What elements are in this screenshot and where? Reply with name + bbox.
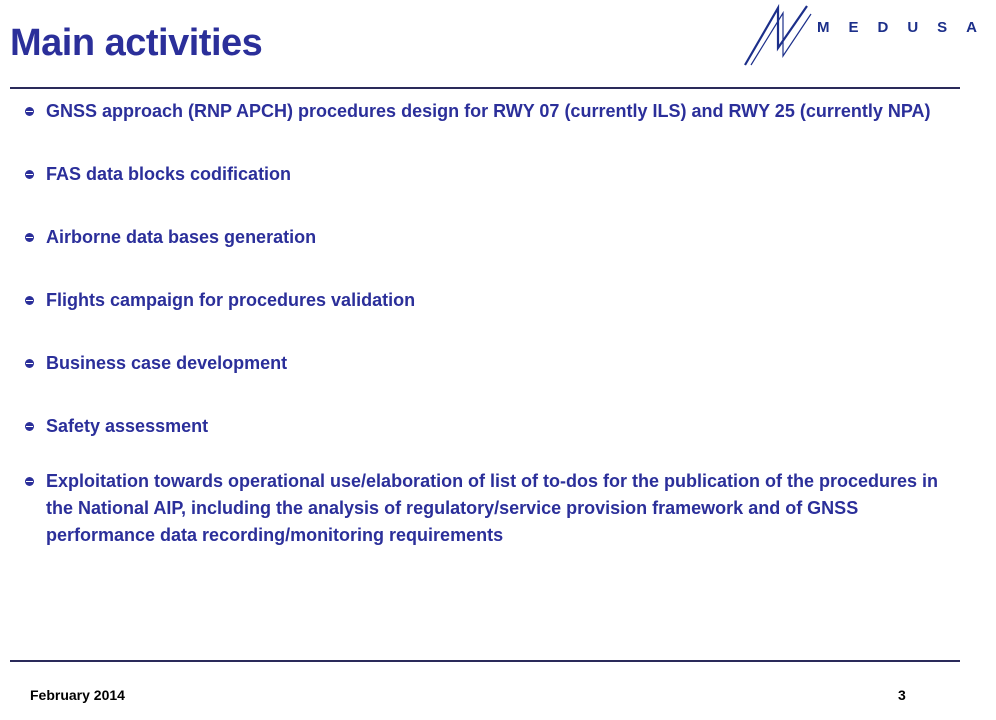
list-item-text: Flights campaign for procedures validation <box>46 290 416 310</box>
list-item <box>24 161 944 188</box>
bullet-icon <box>25 170 34 179</box>
bullet-icon <box>25 233 34 242</box>
list-item <box>24 468 944 549</box>
list-item <box>24 413 944 440</box>
footer-divider <box>10 660 960 662</box>
footer-date: February 2014 <box>30 687 125 703</box>
list-item <box>24 350 944 377</box>
medusa-zigzag-logo-icon <box>745 0 815 70</box>
slide-title: Main activities <box>10 22 263 64</box>
list-item-text: Safety assessment <box>46 416 209 436</box>
bullet-icon <box>25 477 34 486</box>
list-item <box>24 287 944 314</box>
page-number: 3 <box>898 687 906 703</box>
header-divider <box>10 87 960 89</box>
bullet-icon <box>25 107 34 116</box>
list-item-text: Exploitation towards operational use/elaboration of list of to-dos for the publication of the procedures in the National AIP, including the analysis of regulatory/service provision framework and of GNSS performance data recording/monitoring requirements <box>46 471 939 545</box>
bullet-icon <box>25 422 34 431</box>
list-item <box>24 98 944 125</box>
activities-list <box>24 98 944 585</box>
medusa-logo <box>745 0 996 70</box>
list-item-text: Business case development <box>46 353 288 373</box>
bullet-icon <box>25 296 34 305</box>
logo-wordmark: MEDUSA <box>817 19 996 36</box>
list-item-text: FAS data blocks codification <box>46 164 292 184</box>
list-item-text: GNSS approach (RNP APCH) procedures design for RWY 07 (currently ILS) and RWY 25 (currently NPA) <box>46 101 931 121</box>
list-item-text: Airborne data bases generation <box>46 227 317 247</box>
list-item <box>24 224 944 251</box>
bullet-icon <box>25 359 34 368</box>
